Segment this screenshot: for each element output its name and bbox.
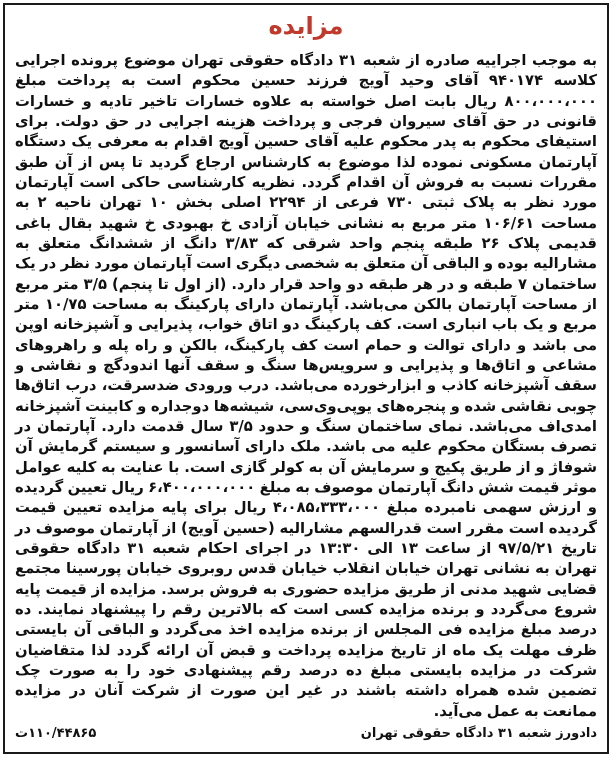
notice-body: به موجب اجراییه صادره از شعبه ۳۱ دادگاه حقوقی تهران موضوع پرونده اجرایی کلاسه ۹۴۰۱۷۴ آقای وحید آویج فرزند حسین محکوم است به پرداخت مبلغ ۸۰۰،۰۰۰،۰۰۰ ریال بابت اصل خواسته به علاوه خسارات تاخیر تادیه و خسارات قانونی در حق آقای سیروان فرجی و پرداخت هزینه اجرایی در حق دولت. برای استیفای محکوم به پدر محکوم علیه آقای حسین آویج اقدام به معرفی یک دستگاه آپارتمان مسکونی نموده لذا موضوع به کارشناس ارجاع گردید تا پس از آن طبق مقررات نسبت به فروش آن اقدام گردد. نظریه کارشناسی حاکی است آپارتمان مورد نظر به پلاک ثبتی ۷۳۰ فرعی از ۲۲۹۴ اصلی بخش ۱۰ تهران ناحیه ۲ به مساحت ۱۰۶/۶۱ متر مربع به نشانی خیابان آزادی خ بهبودی خ شهید بقال باغی قدیمی پلاک ۲۶ طبقه پنجم واحد شرقی که ۳/۸۳ دانگ از ششدانگ متعلق به مشارالیه بوده و الباقی آن متعلق به شخصی دیگری است آپارتمان مورد نظر در یک ساختمان ۷ طبقه و در هر طبقه دو واحد قرار دارد. (از اول تا پنجم) ۳/۵ متر مربع از مساحت آپارتمان بالکن می‌باشد. آپارتمان دارای پارکینگ به مساحت ۱۰/۷۵ متر مربع و یک باب انباری است. کف پارکینگ دو اتاق خواب، پذیرایی و آشپزخانه اوپن می باشد و دارای توالت و حمام است کف پارکینگ، بالکن و راه پله و راهروهای مشاعی و اتاق‌ها و پذیرایی و سرویس‌ها سنگ و سقف آنها اندودگچ و نقاشی و سقف آشپزخانه کاذب و ابزارخورده می‌باشد. درب ورودی ضدسرقت، درب اتاق‌ها چوبی نقاشی شده و پنجره‌های یوپی‌وی‌سی، شیشه‌ها دوجداره و کابینت آشپزخانه امدی‌اف می‌باشد. نمای ساختمان سنگ و حدود ۳/۵ سال قدمت دارد. آپارتمان در تصرف بستگان محکوم علیه می باشد. ملک دارای آسانسور و سیستم گرمایش آن شوفاژ و از طریق پکیج و سرمایش آن به کولر گازی است. با عنایت به کلیه عوامل موثر قیمت شش دانگ آپارتمان موصوف به مبلغ ۶،۴۰۰،۰۰۰،۰۰۰ ریال تعیین گردیده و ارزش سهمی نامبرده مبلغ ۴،۰۸۵،۳۳۳،۰۰۰ ریال برای پایه مزایده تعیین قیمت گردیده است مقرر است قدرالسهم مشارالیه (حسین آویج) از آپارتمان موصوف در تاریخ ۹۷/۵/۲۱ از ساعت ۱۳ الی ۱۳:۳۰ در اجرای احکام شعبه ۳۱ دادگاه حقوقی تهران به نشانی تهران خیابان انقلاب خیابان قدس روبروی خیابان پورسینا مجتمع قضایی شهید مدنی از طریق مزایده حضوری به فروش برسد. مزایده از قیمت پایه شروع می‌گردد و برنده مزایده کسی است که بالاترین رقم را پیشنهاد نمایند. ده درصد مبلغ مزایده فی المجلس از برنده مزایده اخذ می‌گردد و الباقی آن بایستی ظرف مهلت یک ماه از تاریخ مزایده پرداخت و قبض آن ارائه گردد لذا متقاضیان شرکت در مزایده بایستی مبلغ ده درصد رقم پیشنهادی خود را به صورت چک تضمین شده همراه داشته باشند در غیر این صورت از شرکت آنان در مزایده ممانعت به عمل می‌آید. bbox=[15, 52, 597, 720]
notice-frame bbox=[3, 3, 609, 754]
notice-title: مزایده bbox=[268, 12, 344, 40]
signature-line: دادورز شعبه ۳۱ دادگاه حقوقی تهران bbox=[360, 726, 597, 741]
notice-code: ۱۱۰/۴۴۸۶۵ت bbox=[15, 726, 97, 741]
notice-footer bbox=[15, 726, 597, 748]
